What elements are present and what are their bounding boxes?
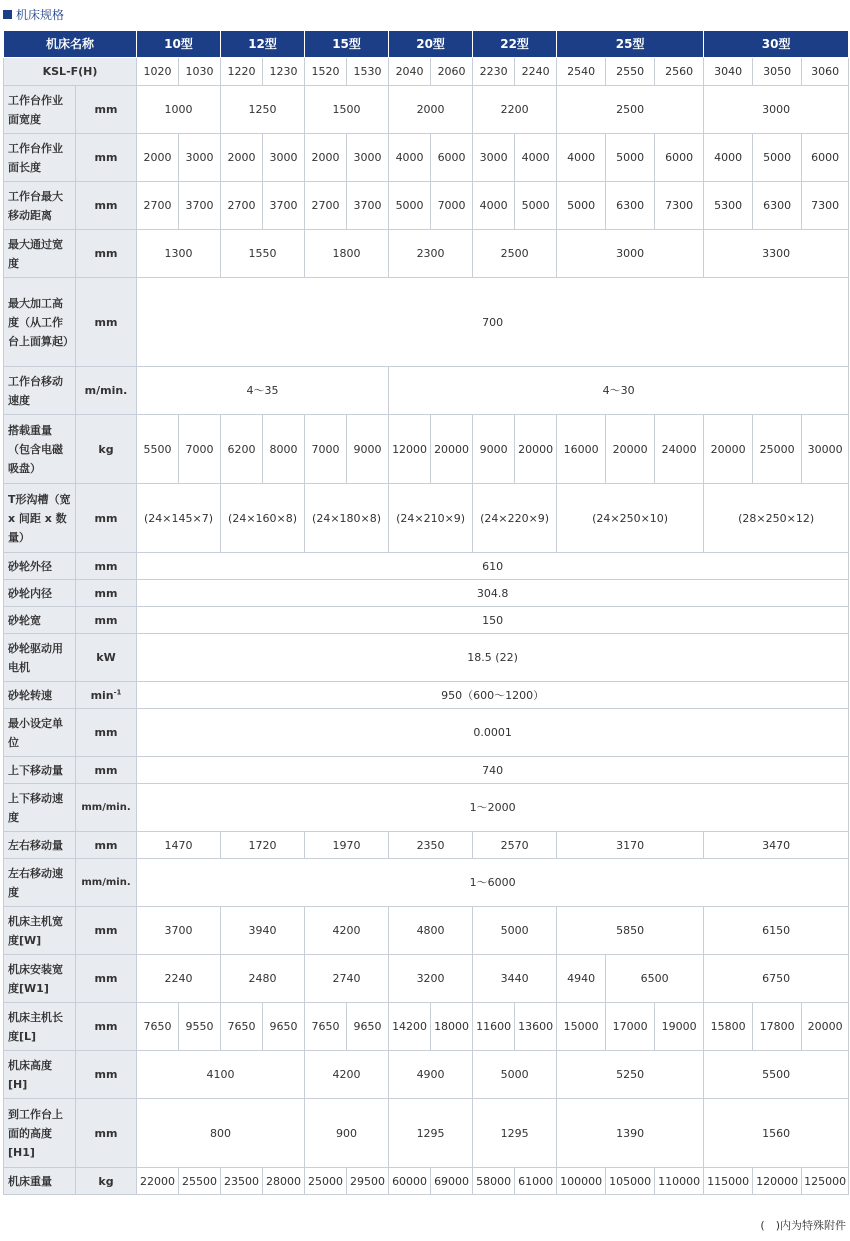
spec-row-wheel-motor [4,634,849,682]
value-cell: 3000 [179,134,221,182]
value-cell: 3700 [137,907,221,955]
header-type-cell: 20型 [389,31,473,58]
value-cell: 58000 [473,1168,515,1195]
value-cell: 29500 [347,1168,389,1195]
value-cell: 7000 [431,182,473,230]
row-unit: kg [76,1168,137,1195]
value-cell: 5850 [557,907,704,955]
spec-row-machine-length [4,1003,849,1051]
value-cell: 2300 [389,230,473,278]
row-unit: m/min. [76,367,137,415]
header-type-cell: 30型 [704,31,849,58]
value-cell: 6000 [431,134,473,182]
model-cell: 3060 [802,58,849,86]
value-cell: 1970 [305,832,389,859]
spec-row-wheel-speed [4,682,849,709]
value-cell: 3200 [389,955,473,1003]
model-cell: 3050 [753,58,802,86]
value-cell: 25500 [179,1168,221,1195]
value-cell: 3940 [221,907,305,955]
spec-row-machine-width [4,907,849,955]
value-cell: 120000 [753,1168,802,1195]
value-cell: 2200 [473,86,557,134]
spec-row-cross-travel [4,832,849,859]
row-label: 工作台作业面宽度 [4,86,76,134]
row-label: 机床主机宽度[W] [4,907,76,955]
row-unit: mm [76,1051,137,1099]
value-cell: 8000 [263,415,305,484]
row-unit: mm [76,278,137,367]
row-unit: mm [76,757,137,784]
value-cell: 5000 [473,907,557,955]
model-cell: 3040 [704,58,753,86]
value-cell: 24000 [655,415,704,484]
value-cell: 14200 [389,1003,431,1051]
model-cell: 2040 [389,58,431,86]
value-cell: (28×250×12) [704,484,849,553]
row-label: 左右移动速度 [4,859,76,907]
value-cell: 304.8 [137,580,849,607]
value-cell: 6000 [802,134,849,182]
spec-row-table-speed [4,367,849,415]
value-cell: 4000 [515,134,557,182]
row-label: 左右移动量 [4,832,76,859]
value-cell: 105000 [606,1168,655,1195]
value-cell: 30000 [802,415,849,484]
value-cell: 1390 [557,1099,704,1168]
value-cell: 5500 [137,415,179,484]
value-cell: 100000 [557,1168,606,1195]
row-label: 上下移动量 [4,757,76,784]
row-label: 机床安装宽度[W1] [4,955,76,1003]
value-cell: 15800 [704,1003,753,1051]
row-label: 机床高度[H] [4,1051,76,1099]
value-cell: 3170 [557,832,704,859]
value-cell: 2240 [137,955,221,1003]
value-cell: 2000 [221,134,263,182]
row-unit: mm [76,230,137,278]
value-cell: 3700 [263,182,305,230]
value-cell: 2000 [305,134,347,182]
spec-row-machine-weight [4,1168,849,1195]
value-cell: 20000 [431,415,473,484]
row-unit: kW [76,634,137,682]
model-cell: 2060 [431,58,473,86]
row-label: 工作台作业面长度 [4,134,76,182]
row-unit: mm [76,134,137,182]
row-label: 最大加工高度（从工作台上面算起） [4,278,76,367]
value-cell: 9550 [179,1003,221,1051]
value-cell: 4000 [557,134,606,182]
row-unit: mm [76,1099,137,1168]
square-bullet-icon [3,10,12,19]
value-cell: 2000 [389,86,473,134]
value-cell: 3300 [704,230,849,278]
value-cell: 7650 [137,1003,179,1051]
value-cell: 22000 [137,1168,179,1195]
value-cell: 7300 [655,182,704,230]
model-cell: 1030 [179,58,221,86]
row-unit: mm [76,907,137,955]
value-cell: 13600 [515,1003,557,1051]
value-cell: 20000 [515,415,557,484]
value-cell: 61000 [515,1168,557,1195]
value-cell: 18.5 (22) [137,634,849,682]
model-cell: 2560 [655,58,704,86]
row-unit: mm [76,580,137,607]
value-cell: 5000 [389,182,431,230]
spec-row-max-pass-width [4,230,849,278]
value-cell: 3700 [179,182,221,230]
value-cell: 3000 [704,86,849,134]
value-cell: 700 [137,278,849,367]
model-cell: 2550 [606,58,655,86]
spec-row-install-width [4,955,849,1003]
model-cell: 2540 [557,58,606,86]
spec-row-t-slot [4,484,849,553]
row-label: 到工作台上面的高度[H1] [4,1099,76,1168]
value-cell: 17800 [753,1003,802,1051]
value-cell: 9650 [263,1003,305,1051]
value-cell: 5300 [704,182,753,230]
value-cell: 3000 [347,134,389,182]
value-cell: 6200 [221,415,263,484]
row-label: 砂轮内径 [4,580,76,607]
value-cell: 4800 [389,907,473,955]
header-type-cell: 25型 [557,31,704,58]
value-cell: 15000 [557,1003,606,1051]
row-unit: mm/min. [76,859,137,907]
spec-row-cross-speed [4,859,849,907]
value-cell: 9000 [473,415,515,484]
value-cell: 3470 [704,832,849,859]
value-cell: (24×250×10) [557,484,704,553]
header-name-cell: 机床名称 [4,31,137,58]
value-cell: 2740 [305,955,389,1003]
value-cell: 950（600～1200） [137,682,849,709]
value-cell: 1～2000 [137,784,849,832]
spec-row-wheel-od [4,553,849,580]
value-cell: 4000 [704,134,753,182]
value-cell: 3700 [347,182,389,230]
spec-row-vert-speed [4,784,849,832]
header-type-cell: 12型 [221,31,305,58]
value-cell: 7300 [802,182,849,230]
value-cell: 2700 [305,182,347,230]
value-cell: 6000 [655,134,704,182]
value-cell: 25000 [753,415,802,484]
value-cell: 4～30 [389,367,849,415]
model-cell: 1020 [137,58,179,86]
value-cell: (24×180×8) [305,484,389,553]
unit-text: min [90,688,114,702]
value-cell: 4000 [473,182,515,230]
value-cell: 11600 [473,1003,515,1051]
spec-row-min-unit [4,709,849,757]
value-cell: 25000 [305,1168,347,1195]
value-cell: 2350 [389,832,473,859]
value-cell: (24×220×9) [473,484,557,553]
value-cell: 115000 [704,1168,753,1195]
value-cell: 5500 [704,1051,849,1099]
value-cell: 740 [137,757,849,784]
value-cell: 2000 [137,134,179,182]
value-cell: 1000 [137,86,221,134]
row-unit: mm [76,1003,137,1051]
value-cell: 6750 [704,955,849,1003]
value-cell: 17000 [606,1003,655,1051]
spec-row-vert-travel [4,757,849,784]
value-cell: 19000 [655,1003,704,1051]
value-cell: 6300 [606,182,655,230]
row-unit: mm/min. [76,784,137,832]
header-type-cell: 10型 [137,31,221,58]
value-cell: 20000 [802,1003,849,1051]
row-label: 工作台最大移动距离 [4,182,76,230]
value-cell: 7000 [305,415,347,484]
value-cell: 1250 [221,86,305,134]
value-cell: 1～6000 [137,859,849,907]
spec-row-machine-height [4,1051,849,1099]
value-cell: 1295 [389,1099,473,1168]
value-cell: 125000 [802,1168,849,1195]
value-cell: 4200 [305,1051,389,1099]
value-cell: 60000 [389,1168,431,1195]
value-cell: 2700 [137,182,179,230]
value-cell: 3000 [473,134,515,182]
section-title [3,6,64,22]
spec-row-load [4,415,849,484]
value-cell: 4940 [557,955,606,1003]
value-cell: 5000 [606,134,655,182]
row-unit: mm [76,955,137,1003]
value-cell: 16000 [557,415,606,484]
value-cell: 2700 [221,182,263,230]
value-cell: (24×160×8) [221,484,305,553]
value-cell: 110000 [655,1168,704,1195]
row-unit: mm [76,86,137,134]
value-cell: 1300 [137,230,221,278]
value-cell: 4900 [389,1051,473,1099]
value-cell: 6500 [606,955,704,1003]
spec-row-table-top-height [4,1099,849,1168]
value-cell: 1560 [704,1099,849,1168]
section-title-text: 机床规格 [16,7,65,22]
row-unit: mm [76,607,137,634]
row-label: 砂轮外径 [4,553,76,580]
value-cell: 5000 [515,182,557,230]
value-cell: 1500 [305,86,389,134]
unit-superscript: -1 [113,687,122,696]
row-label: 砂轮驱动用电机 [4,634,76,682]
value-cell: 1550 [221,230,305,278]
row-unit: mm [76,553,137,580]
value-cell: 5000 [753,134,802,182]
value-cell: 1295 [473,1099,557,1168]
value-cell: (24×145×7) [137,484,221,553]
row-label: 砂轮宽 [4,607,76,634]
row-label: 上下移动速度 [4,784,76,832]
value-cell: 2570 [473,832,557,859]
value-cell: 9000 [347,415,389,484]
value-cell: 5250 [557,1051,704,1099]
value-cell: 1800 [305,230,389,278]
model-cell: 1520 [305,58,347,86]
value-cell: 12000 [389,415,431,484]
header-type-cell: 22型 [473,31,557,58]
value-cell: 6150 [704,907,849,955]
value-cell: 7650 [221,1003,263,1051]
model-cell: 1230 [263,58,305,86]
value-cell: 69000 [431,1168,473,1195]
row-unit [76,682,137,709]
value-cell: 1470 [137,832,221,859]
value-cell: 3440 [473,955,557,1003]
row-label: 机床主机长度[L] [4,1003,76,1051]
spec-row-table-length [4,134,849,182]
value-cell: 20000 [606,415,655,484]
value-cell: 610 [137,553,849,580]
value-cell: 6300 [753,182,802,230]
row-unit: mm [76,182,137,230]
header-type-cell: 15型 [305,31,389,58]
row-label: 机床重量 [4,1168,76,1195]
value-cell: 7650 [305,1003,347,1051]
value-cell: 2500 [473,230,557,278]
model-cell: 1530 [347,58,389,86]
spec-row-max-height [4,278,849,367]
row-unit: mm [76,832,137,859]
spec-row-table-width [4,86,849,134]
header-row [4,31,849,58]
value-cell: 2480 [221,955,305,1003]
value-cell: 900 [305,1099,389,1168]
row-label: 最大通过宽度 [4,230,76,278]
value-cell: 800 [137,1099,305,1168]
model-row [4,58,849,86]
footnote: ( )内为特殊附件 [760,1219,846,1232]
value-cell: 4100 [137,1051,305,1099]
row-label: 搭载重量（包含电磁吸盘） [4,415,76,484]
model-cell: 2230 [473,58,515,86]
value-cell: 9650 [347,1003,389,1051]
value-cell: 5000 [473,1051,557,1099]
value-cell: 3000 [263,134,305,182]
value-cell: 3000 [557,230,704,278]
value-cell: 4000 [389,134,431,182]
value-cell: 1720 [221,832,305,859]
row-unit: mm [76,484,137,553]
row-label: T形沟槽（宽 x 间距 x 数量） [4,484,76,553]
row-unit: mm [76,709,137,757]
value-cell: 5000 [557,182,606,230]
spec-row-table-travel [4,182,849,230]
value-cell: (24×210×9) [389,484,473,553]
spec-row-wheel-width [4,607,849,634]
value-cell: 150 [137,607,849,634]
model-cell: 1220 [221,58,263,86]
value-cell: 2500 [557,86,704,134]
spec-row-wheel-id [4,580,849,607]
value-cell: 7000 [179,415,221,484]
row-label: 工作台移动速度 [4,367,76,415]
value-cell: 4200 [305,907,389,955]
row-label: 最小设定单位 [4,709,76,757]
model-label: KSL-F(H) [4,58,137,86]
row-label: 砂轮转速 [4,682,76,709]
row-unit: kg [76,415,137,484]
value-cell: 0.0001 [137,709,849,757]
value-cell: 18000 [431,1003,473,1051]
value-cell: 23500 [221,1168,263,1195]
spec-table [3,30,849,1195]
value-cell: 28000 [263,1168,305,1195]
model-cell: 2240 [515,58,557,86]
value-cell: 20000 [704,415,753,484]
value-cell: 4～35 [137,367,389,415]
